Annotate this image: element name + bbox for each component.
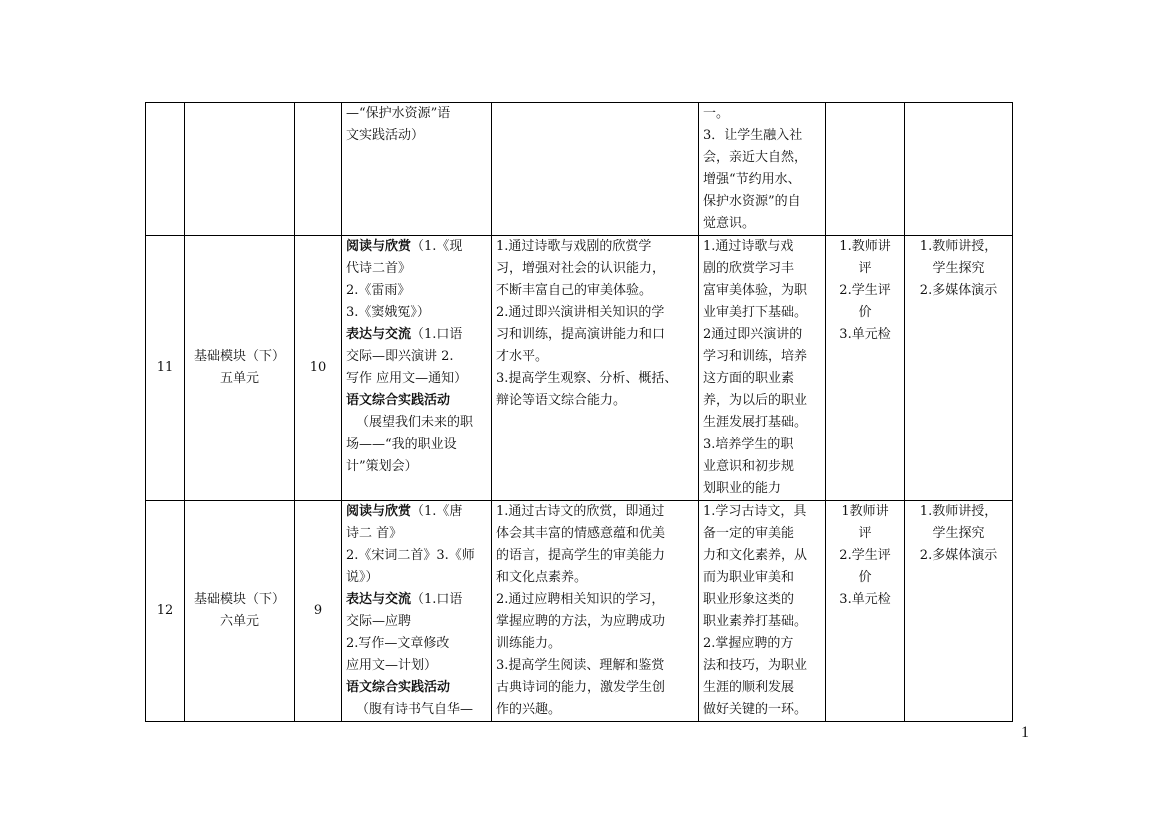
cell-line: 基础模块（下） (193, 592, 285, 607)
cell-line: 2通过即兴演讲的 (703, 327, 803, 342)
cell-line: 才水平。 (496, 349, 549, 364)
content-text: 代诗二首》 (346, 261, 412, 276)
cell-goals (492, 236, 699, 501)
cell-line: 1.通过诗歌与戏 (703, 239, 794, 254)
content-line (346, 324, 487, 346)
cell-line: 3.单元检 (839, 327, 891, 342)
content-text: 写作 应用文—通知） (346, 371, 468, 386)
content-line (346, 545, 487, 567)
cell-method (905, 501, 1013, 722)
content-text: 2.《雷雨》 (346, 283, 411, 298)
cell-line: 力和文化素养，从 (703, 548, 808, 563)
content-text: （1.《唐 (411, 504, 463, 519)
cell-line: 而为职业审美和 (703, 570, 795, 585)
cell-line: 不断丰富自己的审美体验。 (496, 283, 653, 298)
cell-line: 五单元 (219, 371, 259, 386)
cell-method (905, 103, 1013, 236)
cell-line: 会，亲近大自然， (703, 150, 808, 165)
cell-line: 学习和训练，培养 (703, 349, 808, 364)
cell-line: 学生探究 (932, 526, 985, 541)
content-line (346, 456, 487, 478)
cell-line: 六单元 (219, 614, 259, 629)
cell-line: 1.通过古诗文的欣赏，即通过 (496, 504, 665, 519)
content-line (346, 236, 487, 258)
cell-hours (295, 501, 342, 722)
content-text: （腹有诗书气自华— (356, 702, 474, 717)
content-line (346, 368, 487, 390)
curriculum-table (145, 102, 1013, 722)
cell-line: 习，增强对社会的认识能力， (496, 261, 666, 276)
cell-module (185, 236, 295, 501)
content-line (346, 103, 487, 125)
cell-line: 这方面的职业素 (703, 371, 795, 386)
table-row (146, 501, 1013, 722)
cell-quality (699, 103, 826, 236)
cell-line: 业意识和初步规 (703, 459, 795, 474)
cell-line: 一。 (703, 106, 730, 121)
table-row (146, 103, 1013, 236)
cell-line: 职业形象这类的 (703, 592, 795, 607)
content-line (346, 346, 487, 368)
content-text: 场——“我的职业设 (346, 437, 457, 452)
cell-assessment (826, 103, 905, 236)
row-number: 12 (156, 603, 174, 618)
cell-method (905, 236, 1013, 501)
cell-line: 3.单元检 (839, 592, 891, 607)
section-heading: 表达与交流 (346, 592, 412, 607)
cell-line: 养，为以后的职业 (703, 393, 808, 408)
content-line (346, 302, 487, 324)
section-heading: 阅读与欣赏 (346, 239, 412, 254)
content-text: 应用文—计划） (346, 658, 438, 673)
cell-line: 古典诗词的能力，激发学生创 (496, 680, 666, 695)
hours-value: 10 (309, 360, 327, 375)
cell-line: 2.多媒体演示 (919, 283, 998, 298)
content-text: 文实践活动） (346, 128, 425, 143)
cell-line: 掌握应聘的方法，为应聘成功 (496, 614, 666, 629)
content-text: 说》） (346, 570, 379, 585)
cell-content (342, 501, 492, 722)
row-number: 11 (156, 360, 174, 375)
content-line (346, 523, 487, 545)
content-line (346, 412, 487, 434)
page-number: 1 (1021, 724, 1029, 741)
content-text: 交际—即兴演讲 2. (346, 349, 454, 364)
cell-line: 3.提高学生阅读、理解和鉴赏 (496, 658, 665, 673)
cell-assessment (826, 501, 905, 722)
section-heading: 表达与交流 (346, 327, 412, 342)
cell-line: 的语言，提高学生的审美能力 (496, 548, 666, 563)
cell-number (146, 501, 185, 722)
cell-quality (699, 236, 826, 501)
cell-line: 1.通过诗歌与戏剧的欣赏学 (496, 239, 652, 254)
content-line (346, 589, 487, 611)
content-line (346, 655, 487, 677)
cell-quality (699, 501, 826, 722)
cell-line: 3.提高学生观察、分析、概括、 (496, 371, 678, 386)
content-text: 计”策划会） (346, 459, 418, 474)
cell-line: 2.多媒体演示 (919, 548, 998, 563)
cell-line: 划职业的能力 (703, 481, 782, 496)
cell-line: 备一定的审美能 (703, 526, 795, 541)
content-text: 2.《宋词二首》3.《师 (346, 548, 475, 563)
table-row (146, 236, 1013, 501)
cell-content (342, 103, 492, 236)
cell-line: 1.教师讲 (839, 239, 891, 254)
cell-line: 3.培养学生的职 (703, 437, 794, 452)
cell-line: 评 (858, 526, 872, 541)
cell-line: 和文化点素养。 (496, 570, 588, 585)
cell-content (342, 236, 492, 501)
hours-value: 9 (313, 603, 323, 618)
content-line (346, 611, 487, 633)
cell-line: 剧的欣赏学习丰 (703, 261, 795, 276)
content-line (346, 280, 487, 302)
cell-goals (492, 103, 699, 236)
content-line (346, 258, 487, 280)
cell-line: 习和训练，提高演讲能力和口 (496, 327, 666, 342)
cell-line: 学生探究 (932, 261, 985, 276)
cell-line: 2.通过应聘相关知识的学习， (496, 592, 665, 607)
content-text: （1.口语 (411, 327, 463, 342)
cell-line: 价 (858, 305, 872, 320)
cell-hours (295, 236, 342, 501)
cell-line: 2.学生评 (839, 548, 891, 563)
cell-line: 2.通过即兴演讲相关知识的学 (496, 305, 665, 320)
content-text: 交际—应聘 (346, 614, 412, 629)
cell-hours (295, 103, 342, 236)
cell-line: 觉意识。 (703, 216, 756, 231)
cell-line: 2.学生评 (839, 283, 891, 298)
cell-module (185, 501, 295, 722)
content-text: （展望我们未来的职 (356, 415, 474, 430)
content-line (346, 633, 487, 655)
cell-number (146, 236, 185, 501)
section-heading: 阅读与欣赏 (346, 504, 412, 519)
cell-line: 辩论等语文综合能力。 (496, 393, 627, 408)
cell-assessment (826, 236, 905, 501)
content-line (346, 677, 487, 699)
cell-line: 业审美打下基础。 (703, 305, 808, 320)
content-line (346, 699, 487, 721)
cell-line: 富审美体验，为职 (703, 283, 808, 298)
content-line (346, 567, 487, 589)
cell-line: 生涯的顺利发展 (703, 680, 795, 695)
cell-line: 基础模块（下） (193, 349, 285, 364)
cell-line: 3．让学生融入社 (703, 128, 803, 143)
cell-line: 作的兴趣。 (496, 702, 562, 717)
section-heading: 语文综合实践活动 (346, 393, 451, 408)
content-text: （1.口语 (411, 592, 463, 607)
cell-line: 1.学习古诗文，具 (703, 504, 807, 519)
content-text: 2.写作—文章修改 (346, 636, 450, 651)
content-text: 3.《窦娥冤》） (346, 305, 430, 320)
cell-goals (492, 501, 699, 722)
cell-line: 1.教师讲授， (919, 239, 998, 254)
cell-line: 做好关键的一环。 (703, 702, 808, 717)
content-line (346, 125, 487, 147)
content-line (346, 390, 487, 412)
content-text: 诗二 首》 (346, 526, 403, 541)
section-heading: 语文综合实践活动 (346, 680, 451, 695)
cell-line: 职业素养打基础。 (703, 614, 808, 629)
cell-line: 1教师讲 (841, 504, 889, 519)
cell-line: 法和技巧，为职业 (703, 658, 808, 673)
cell-line: 2.掌握应聘的方 (703, 636, 794, 651)
cell-line: 增强“节约用水、 (703, 172, 801, 187)
cell-number (146, 103, 185, 236)
content-text: —“保护水资源”语 (346, 106, 451, 121)
cell-line: 价 (858, 570, 872, 585)
cell-line: 体会其丰富的情感意蕴和优美 (496, 526, 666, 541)
cell-line: 生涯发展打基础。 (703, 415, 808, 430)
cell-line: 评 (858, 261, 872, 276)
cell-module (185, 103, 295, 236)
content-line (346, 434, 487, 456)
content-text: （1.《现 (411, 239, 463, 254)
cell-line: 1.教师讲授， (919, 504, 998, 519)
content-line (346, 501, 487, 523)
cell-line: 保护水资源”的自 (703, 194, 801, 209)
cell-line: 训练能力。 (496, 636, 562, 651)
